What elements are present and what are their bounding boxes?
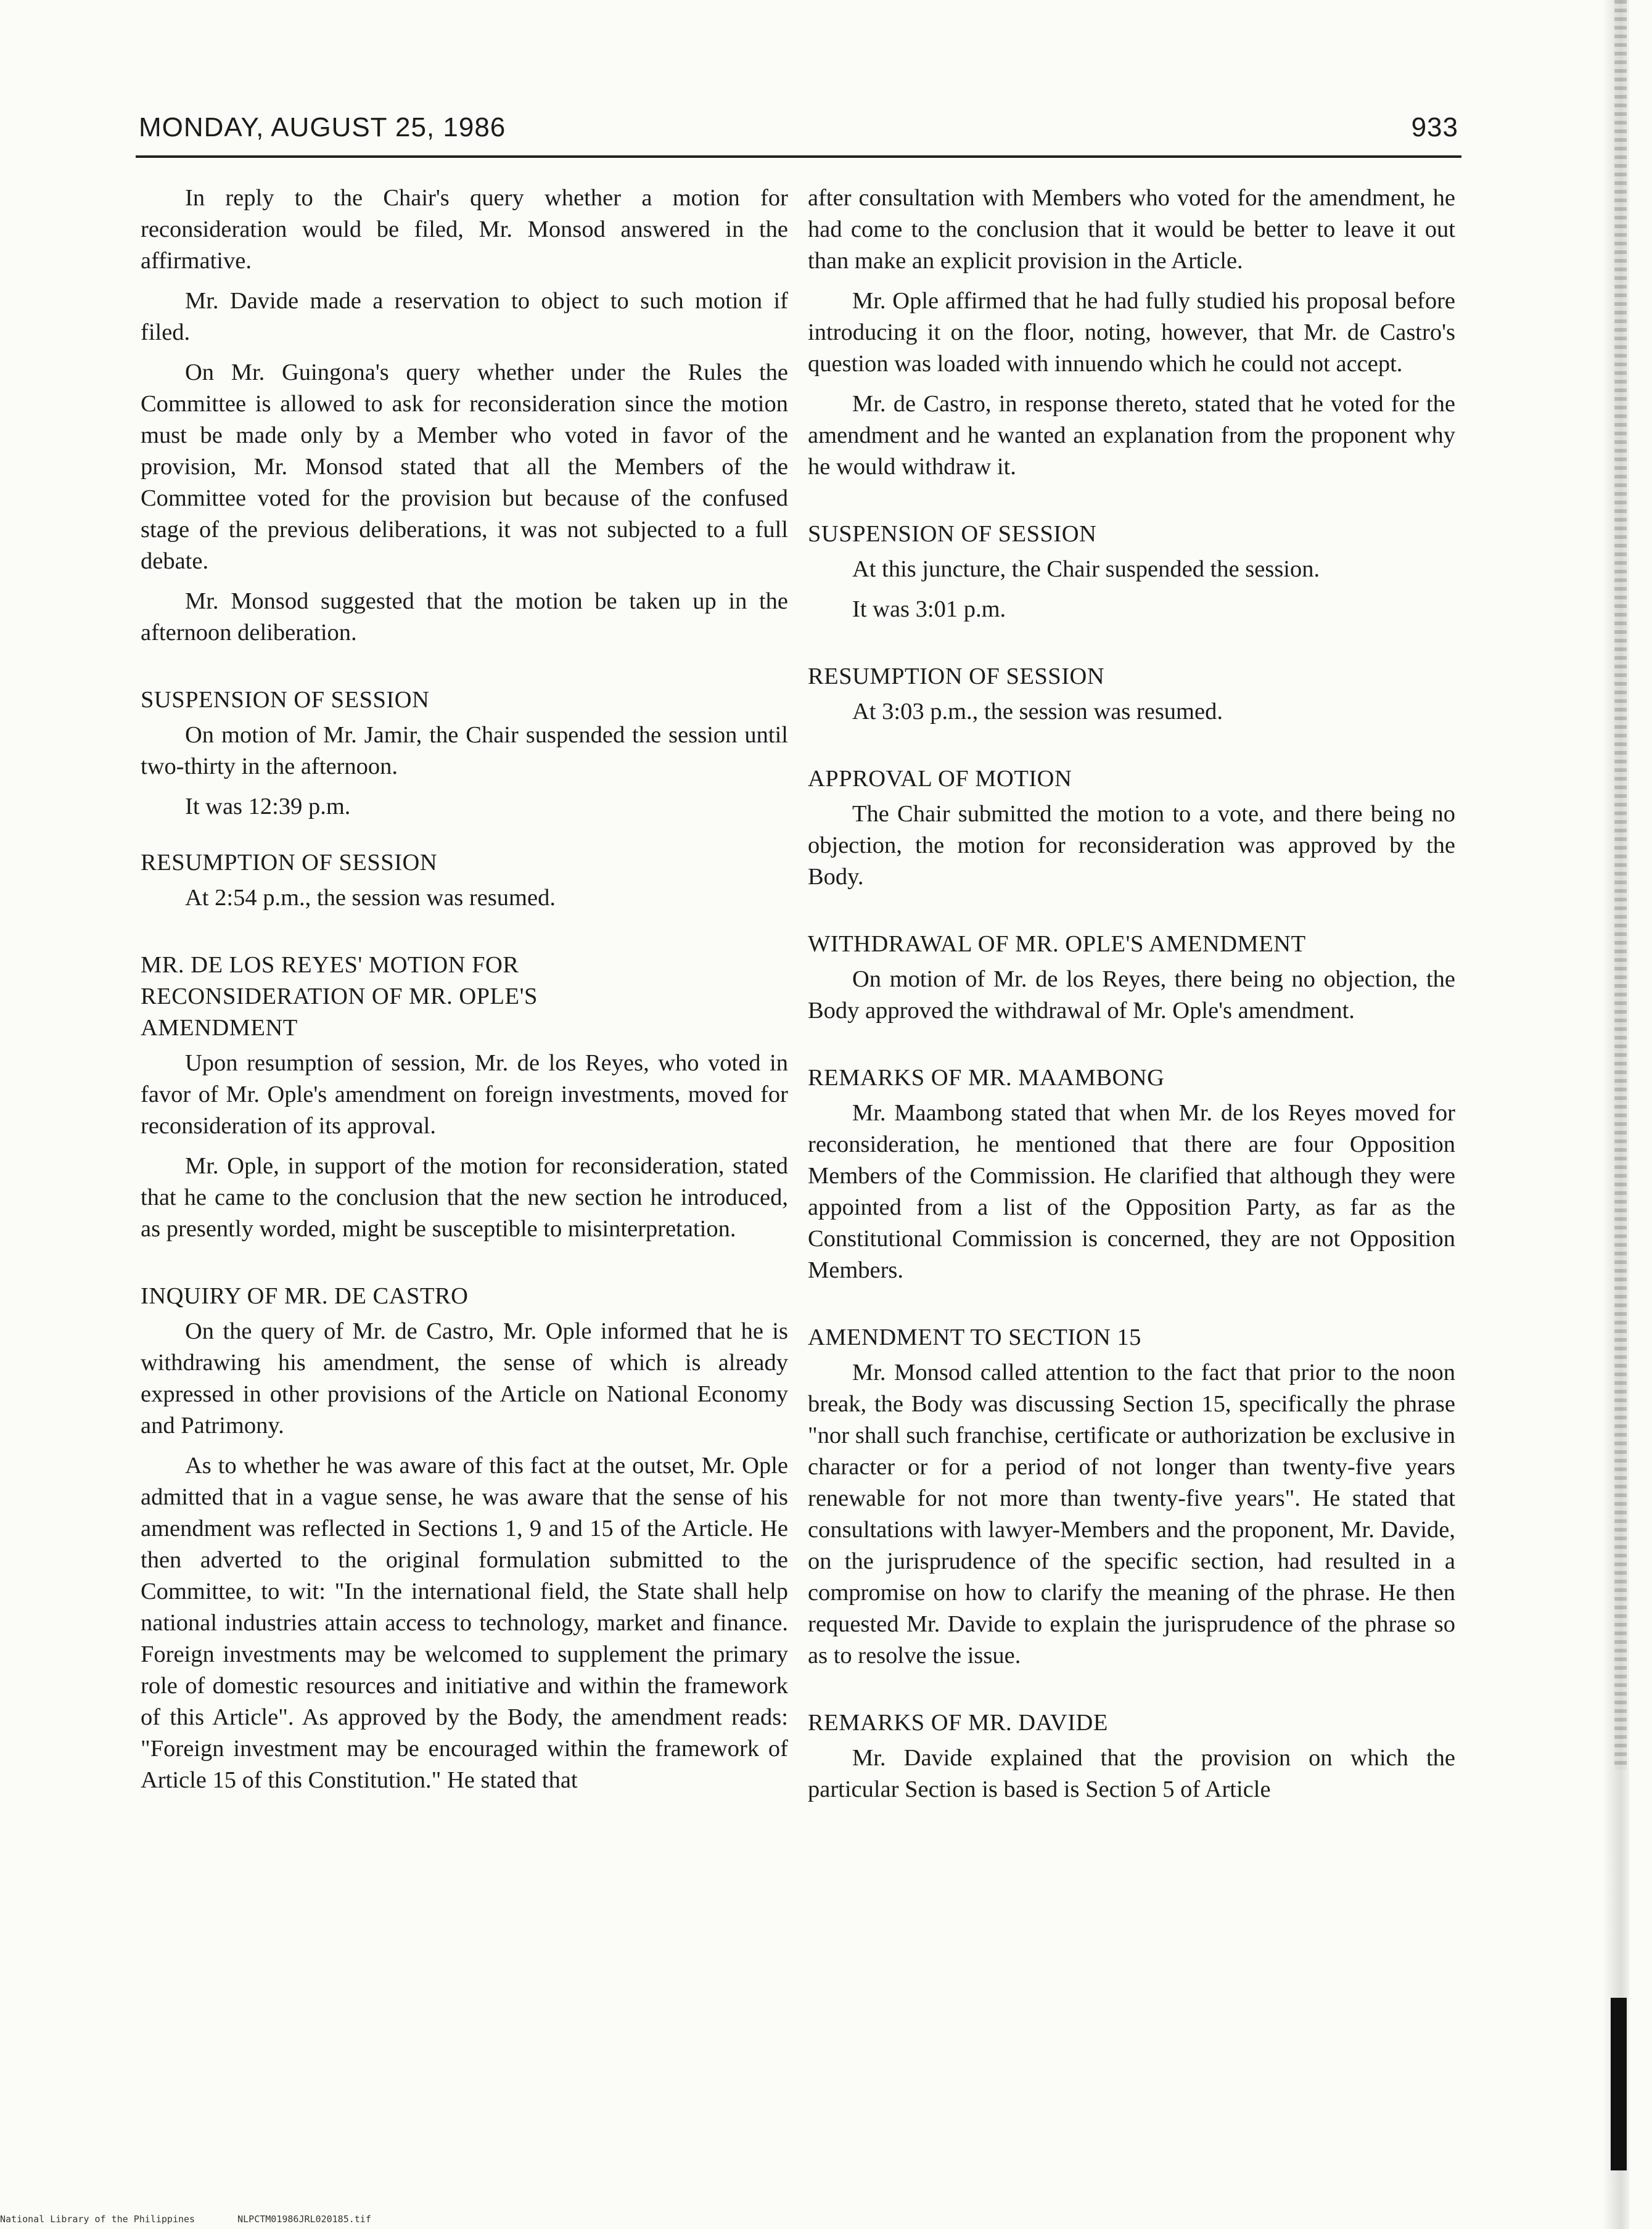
paragraph: In reply to the Chair's query whether a motion for reconsideration would be filed, Mr. Monsod answered in the affirmative. (141, 185, 788, 274)
paragraph: Mr. Ople affirmed that he had fully studied his proposal before introducing it on the floor, noting, however, that Mr. de Castro's question was loaded with innuendo which he could not accept. (808, 288, 1455, 377)
paragraph: On motion of Mr. Jamir, the Chair suspended the session until two-thirty in the afternoon. (141, 722, 788, 779)
paragraph: Mr. Davide made a reservation to object to such motion if filed. (141, 288, 788, 345)
paragraph: Mr. Monsod called attention to the fact that prior to the noon break, the Body was discussing Section 15, specifically the phrase "nor shall such franchise, certificate or authorization be exclusive in character or for a period of not longer than twenty-five years renewable for not more than twenty-five years". He stated that consultations with lawyer-Members and the proponent, Mr. Davide, on the jurisprudence of the specific section, had resulted in a compromise on how to clarify the meaning of the phrase. He then requested Mr. Davide to explain the jurisprudence of the phrase so as to resolve the issue. (808, 1360, 1455, 1669)
paragraph: Mr. de Castro, in response thereto, stated that he voted for the amendment and he wanted an explanation from the proponent why he would withdraw it. (808, 391, 1455, 480)
library-credit: National Library of the Philippines (0, 2214, 195, 2225)
paragraph: At 3:03 p.m., the session was resumed. (852, 699, 1223, 725)
section-heading: REMARKS OF MR. MAAMBONG (808, 1065, 1165, 1091)
header-rule (136, 155, 1461, 158)
section-heading: RESUMPTION OF SESSION (141, 850, 438, 876)
paragraph: On motion of Mr. de los Reyes, there being no objection, the Body approved the withdrawal of Mr. Ople's amendment. (808, 966, 1455, 1024)
section-heading: SUSPENSION OF SESSION (808, 521, 1097, 547)
section-heading: AMENDMENT TO SECTION 15 (808, 1324, 1141, 1350)
section-heading (141, 950, 788, 1044)
paragraph: On Mr. Guingona's query whether under the Rules the Committee is allowed to ask for reconsideration since the motion must be made only by a Member who voted in favor of the provision, Mr. Monsod stated that all the Members of the Committee voted for the provision but because of the confused stage of the previous deliberations, it was not subjected to a full debate. (141, 359, 788, 574)
paragraph: It was 3:01 p.m. (852, 596, 1006, 622)
scan-edge-artifact (1602, 0, 1629, 2229)
paragraph: Mr. Maambong stated that when Mr. de los Reyes moved for reconsideration, he mentioned that there are four Opposition Members of the Commission. He clarified that although they were appointed from a list of the Opposition Party, as far as the Constitutional Commission is concerned, they are not Opposition Members. (808, 1100, 1455, 1283)
paragraph: after consultation with Members who voted for the amendment, he had come to the conclusion that it would be better to leave it out than make an explicit provision in the Article. (808, 185, 1455, 274)
heading-line: RECONSIDERATION OF MR. OPLE'S (141, 983, 538, 1009)
paragraph: Upon resumption of session, Mr. de los Reyes, who voted in favor of Mr. Ople's amendment on foreign investments, moved for reconsideration of its approval. (141, 1050, 788, 1139)
paragraph: The Chair submitted the motion to a vote, and there being no objection, the motion for reconsideration was approved by the Body. (808, 801, 1455, 890)
page-number: 933 (1411, 112, 1458, 142)
scan-footer (0, 2214, 740, 2228)
page-date: MONDAY, AUGUST 25, 1986 (139, 112, 506, 142)
heading-line: MR. DE LOS REYES' MOTION FOR (141, 952, 519, 978)
page-header (139, 112, 1458, 155)
paragraph: On the query of Mr. de Castro, Mr. Ople informed that he is withdrawing his amendment, the sense of which is already expressed in other provisions of the Article on National Economy and Patrimony. (141, 1318, 788, 1439)
left-column (141, 183, 788, 1805)
paragraph: It was 12:39 p.m. (185, 794, 351, 819)
paragraph: Mr. Ople, in support of the motion for reconsideration, stated that he came to the conclusion that the new section he introduced, as presently worded, might be susceptible to misinterpretation. (141, 1153, 788, 1242)
right-column (808, 183, 1455, 1814)
section-heading: INQUIRY OF MR. DE CASTRO (141, 1283, 469, 1309)
section-heading: APPROVAL OF MOTION (808, 766, 1072, 792)
file-id: NLPCTM01986JRL020185.tif (237, 2214, 371, 2225)
section-heading: WITHDRAWAL OF MR. OPLE'S AMENDMENT (808, 931, 1306, 957)
section-heading: REMARKS OF MR. DAVIDE (808, 1710, 1108, 1736)
paragraph: At this juncture, the Chair suspended the session. (852, 556, 1320, 582)
heading-line: AMENDMENT (141, 1015, 298, 1041)
section-heading: RESUMPTION OF SESSION (808, 663, 1105, 689)
paragraph: Mr. Davide explained that the provision on which the particular Section is based is Section 5 of Article (808, 1745, 1455, 1802)
paragraph: At 2:54 p.m., the session was resumed. (185, 885, 556, 911)
paragraph: Mr. Monsod suggested that the motion be taken up in the afternoon deliberation. (141, 588, 788, 646)
scan-edge-mark (1611, 1998, 1627, 2170)
section-heading: SUSPENSION OF SESSION (141, 687, 430, 713)
paragraph: As to whether he was aware of this fact at the outset, Mr. Ople admitted that in a vague sense, he was aware that the sense of his amendment was reflected in Sections 1, 9 and 15 of the Article. He then adverted to the original formulation submitted to the Committee, to wit: "In the international field, the State shall help national industries attain access to technology, market and finance. Foreign investments may be welcomed to supplement the primary role of domestic resources and initiative and within the framework of this Article". As approved by the Body, the amendment reads: "Foreign investment may be encouraged within the framework of Article 15 of this Constitution." He stated that (141, 1453, 788, 1793)
scan-edge-streak (1614, 0, 1627, 1770)
